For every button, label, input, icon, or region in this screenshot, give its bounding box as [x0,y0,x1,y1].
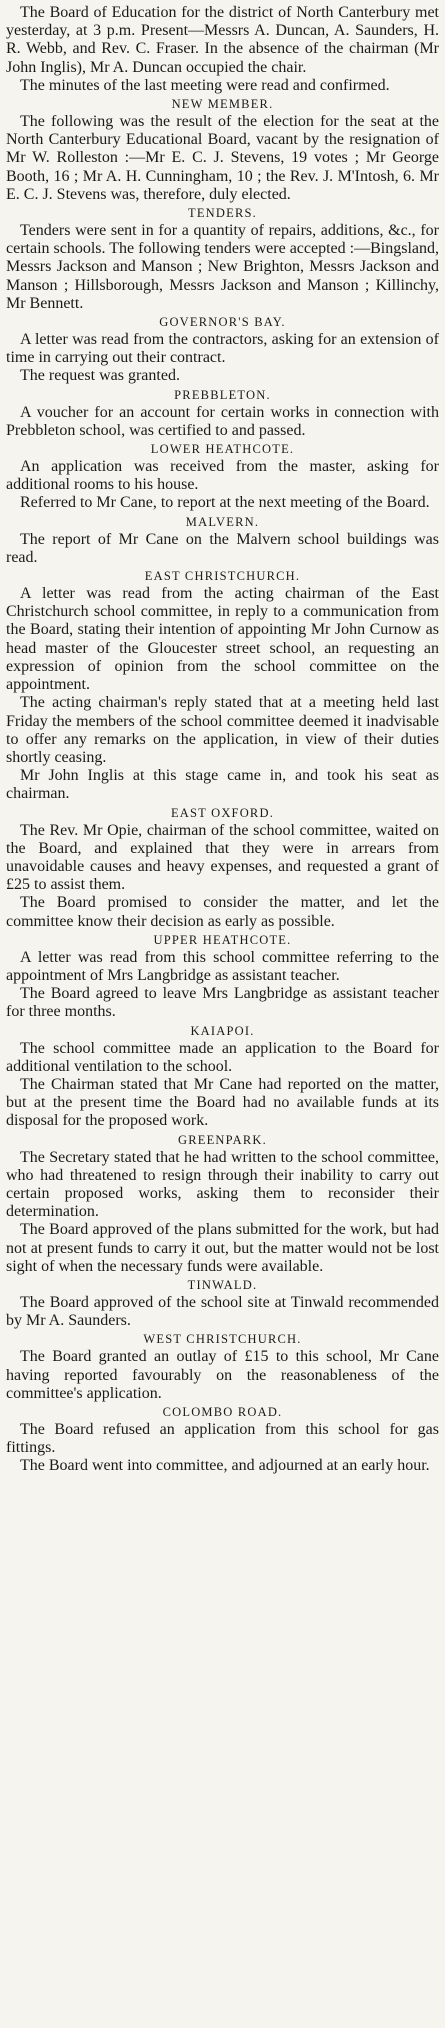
article-paragraph: The Board granted an outlay of £15 to this school, Mr Cane having reported favourably on the reasonableness of the committee's application. [6,1348,439,1402]
article-paragraph: A voucher for an account for certain works in connection with Prebbleton school, was certified to and passed. [6,403,439,439]
article-paragraph: The following was the result of the election for the seat at the North Canterbury Educational Board, vacant by the resignation of Mr W. Rolleston :—Mr E. C. J. Stevens, 19 votes ; Mr George Booth, 16 ; Mr A. H. Cunningham, 10 ; the Rev. J. M'Intosh, 6. Mr E. C. J. Stevens was, therefore, duly elected. [6,113,439,203]
article-paragraph: The Rev. Mr Opie, chairman of the school committee, waited on the Board, and explained that they were in arrears from unavoidable causes and heavy expenses, and requested a grant of £25 to assist them. [6,821,439,894]
article-paragraph: The Board approved of the school site at Tinwald recommended by Mr A. Saunders. [6,1293,439,1330]
article-paragraph: The Board promised to consider the matter, and let the committee know their decision as early as possible. [6,894,439,930]
article-paragraph: An application was received from the master, asking for additional rooms to his house. [6,458,439,494]
article-paragraph: The school committee made an application to the Board for additional ventilation to the school. [6,1039,439,1075]
section-heading: KAIAPOI. [190,1023,255,1038]
section-heading: TINWALD. [187,1277,258,1292]
article-section [6,97,439,204]
section-heading: GREENPARK. [178,1132,267,1147]
section-heading: MALVERN. [185,514,260,529]
article-paragraph: The Board refused an application from this school for gas fittings. [6,1421,439,1457]
article-section [6,1133,439,1276]
article-paragraph: The Board of Education for the district of North Canterbury met yesterday, at 3 p.m. Present—Messrs A. Duncan, A. Saunders, H. R. Webb, and Rev. C. Fraser. In the absence of the chairman (Mr John Inglis), Mr A. Duncan occupied the chair. [6,4,439,76]
section-heading: PREBBLETON. [174,387,271,402]
article-paragraph: The report of Mr Cane on the Malvern school buildings was read. [6,530,439,566]
article-paragraph: The acting chairman's reply stated that at a meeting held last Friday the members of the school committee deemed it inadvisable to offer any remarks on the application, in view of their duties shortly ceasing. [6,694,439,766]
article-paragraph: The Board approved of the plans submitted for the work, but had not at present funds to carry it out, but the matter would not be lost sight of when the necessary funds were available. [6,1221,439,1275]
article-paragraph: A letter was read from the contractors, asking for an extension of time in carrying out their contract. [6,331,439,367]
section-heading: WEST CHRISTCHURCH. [143,1332,302,1347]
article-paragraph: The minutes of the last meeting were read and confirmed. [20,76,390,94]
article-section [6,1405,439,1476]
section-heading: NEW MEMBER. [171,97,274,112]
article-section [6,1024,439,1131]
article-paragraph: The Board agreed to leave Mrs Langbridge as assistant teacher for three months. [6,985,439,1021]
article-section [6,569,439,803]
article-section [6,4,439,95]
article-paragraph: A letter was read from the acting chairman of the East Christchurch school committee, in reply to a communication from the Board, stating their intention of appointing Mr John Curnow as head master of the Gloucester street school, an requesting an expression of opinion from the school committee on the appointment. [6,585,439,694]
section-heading: COLOMBO ROAD. [162,1405,283,1419]
article-section [6,806,439,931]
article-section [6,1278,439,1330]
article-paragraph: A letter was read from this school committee referring to the appointment of Mrs Langbridge as assistant teacher. [6,948,439,984]
section-heading: TENDERS. [188,206,257,221]
article-section [6,388,439,440]
article-section [6,515,439,567]
section-heading: EAST CHRISTCHURCH. [144,569,301,584]
article-section [6,315,439,386]
section-heading: LOWER HEATHCOTE. [150,442,295,457]
article-section [6,1332,439,1403]
article-paragraph: Tenders were sent in for a quantity of repairs, additions, &c., for certain schools. The following tenders were accepted :—Bingsland, Messrs Jackson and Manson ; New Brighton, Messrs Jackson and Manson ; Hillsborough, Messrs Jackson and Manson ; Killinchy, Mr Bennett. [6,222,439,312]
section-heading: GOVERNOR'S BAY. [159,315,286,330]
article-section [6,206,439,313]
article-paragraph: The Board went into committee, and adjourned at an early hour. [20,1457,430,1475]
section-heading: UPPER HEATHCOTE. [153,932,292,947]
article-paragraph: The request was granted. [20,367,180,385]
article-section [6,442,439,513]
article-paragraph: The Secretary stated that he had written to the school committee, who had threatened to resign through their inability to carry out certain proposed works, asking them to reconsider their determination. [6,1148,439,1221]
article-paragraph: Referred to Mr Cane, to report at the next meeting of the Board. [20,494,430,512]
article-section [6,933,439,1022]
article-paragraph: The Chairman stated that Mr Cane had reported on the matter, but at the present time the Board had no available funds at its disposal for the proposed work. [6,1075,439,1130]
section-heading: EAST OXFORD. [170,805,275,820]
article-paragraph: Mr John Inglis at this stage came in, and took his seat as chairman. [6,767,439,803]
